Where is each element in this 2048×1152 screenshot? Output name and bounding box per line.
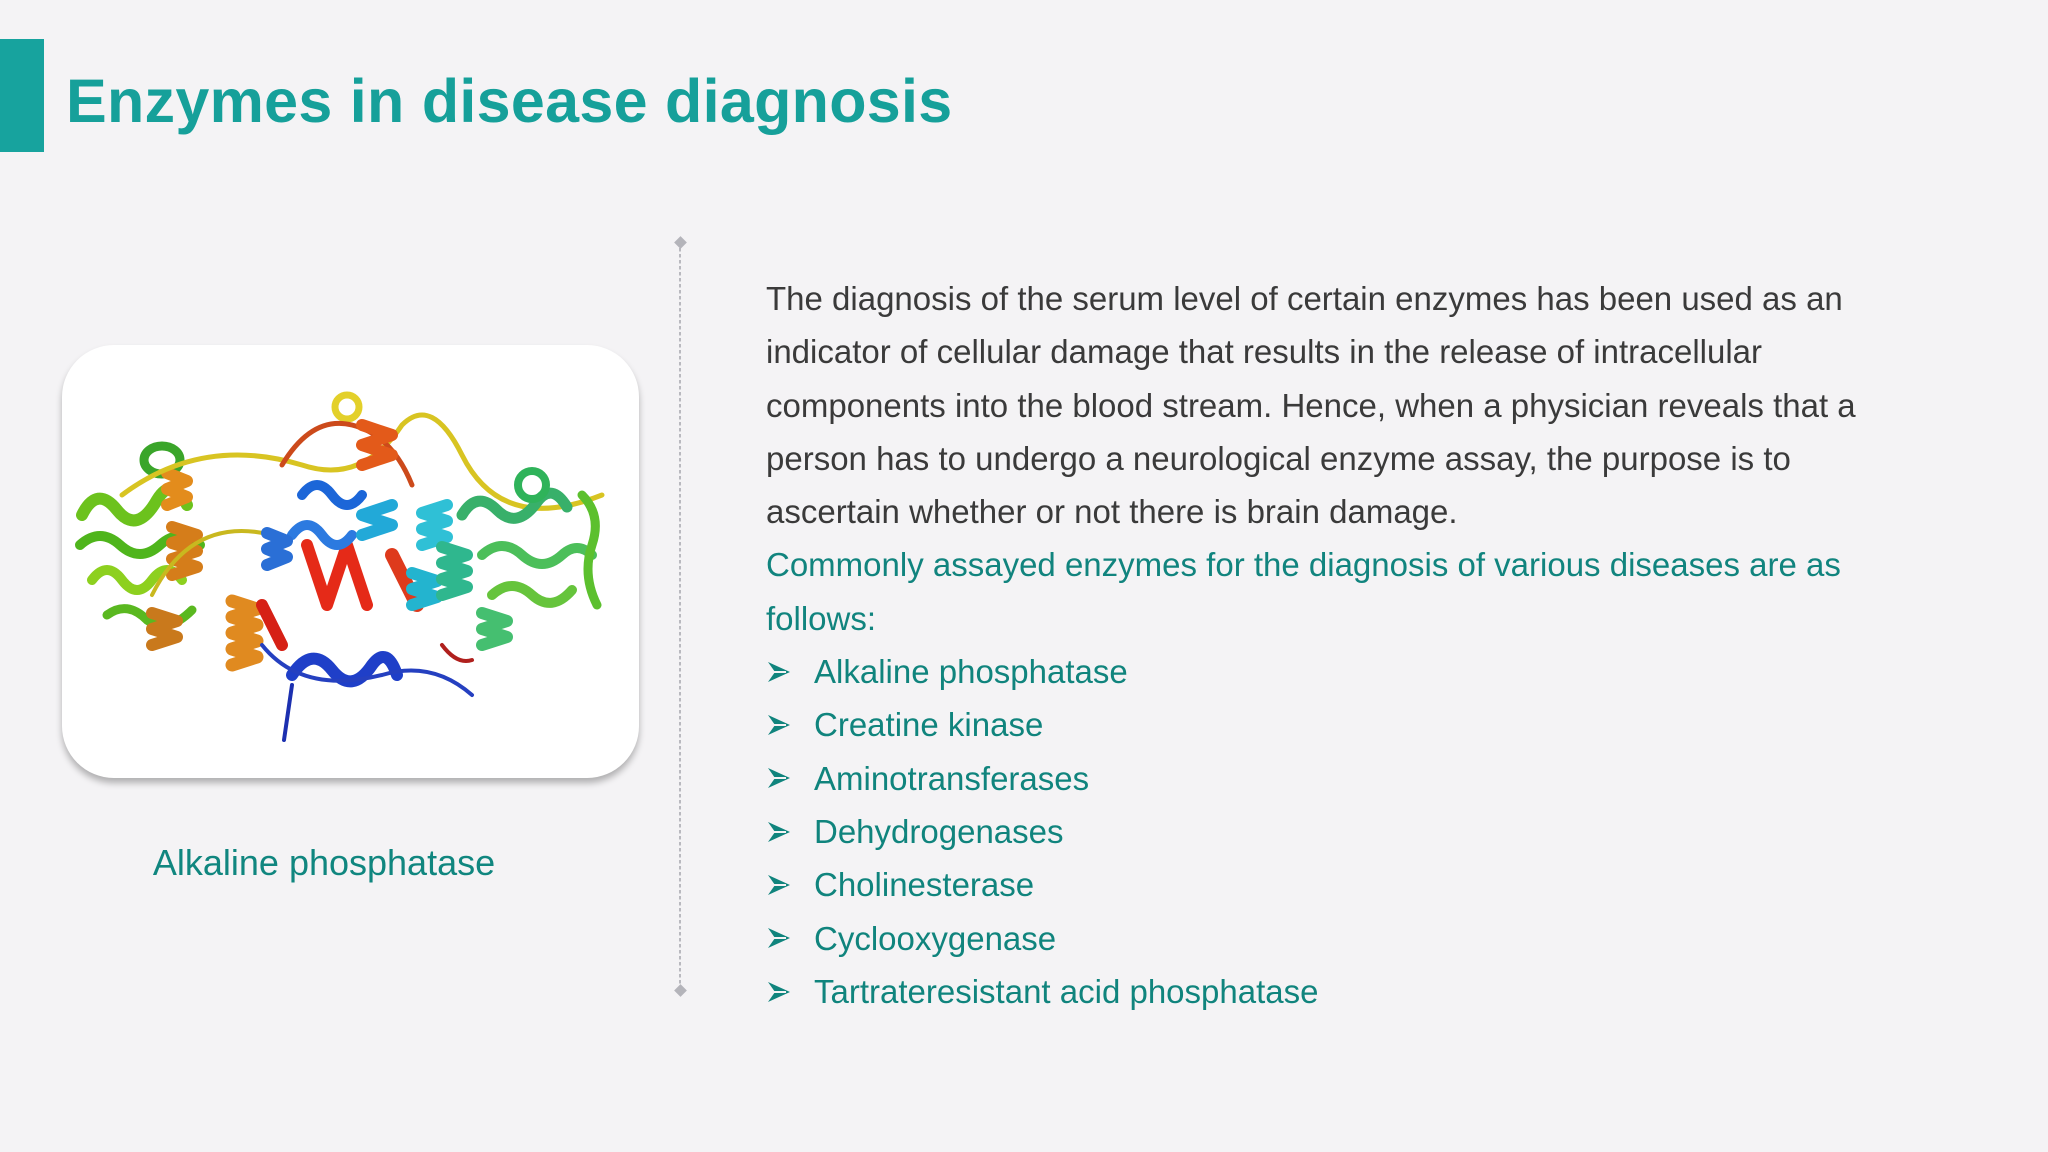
enzyme-name: Creatine kinase xyxy=(814,706,1044,744)
list-item xyxy=(766,698,1906,751)
list-item xyxy=(766,965,1906,1018)
dotted-divider xyxy=(679,242,681,992)
list-item xyxy=(766,752,1906,805)
enzyme-name: Aminotransferases xyxy=(814,759,1090,797)
arrow-bullet-icon xyxy=(766,873,814,897)
list-item xyxy=(766,645,1906,698)
list-item xyxy=(766,912,1906,965)
list-intro: Commonly assayed enzymes for the diagnosis of various diseases are as follows: xyxy=(766,546,1841,637)
list-item xyxy=(766,805,1906,858)
enzyme-name: Cyclooxygenase xyxy=(814,919,1057,957)
arrow-bullet-icon xyxy=(766,820,814,844)
title-accent-bar xyxy=(0,39,44,152)
content-column xyxy=(766,272,1906,1018)
figure-caption: Alkaline phosphatase xyxy=(152,842,496,883)
arrow-bullet-icon xyxy=(766,713,814,737)
divider-bottom-marker xyxy=(674,984,687,997)
arrow-bullet-icon xyxy=(766,926,814,950)
description-paragraph: The diagnosis of the serum level of certain enzymes has been used as an indicator of cellular damage that results in the release of intracellular components into the blood stream. Hence, when a physician reveals that a person has to undergo a neurological enzyme assay, the purpose is to ascertain whether or not there is brain damage. xyxy=(766,280,1856,531)
enzyme-name: Alkaline phosphatase xyxy=(814,653,1128,691)
protein-structure-image xyxy=(62,345,639,778)
enzyme-list xyxy=(766,645,1906,1018)
enzyme-name: Tartrateresistant acid phosphatase xyxy=(814,972,1319,1010)
list-item xyxy=(766,858,1906,911)
protein-ribbon-illustration xyxy=(62,345,639,778)
divider-top-marker xyxy=(674,236,687,249)
arrow-bullet-icon xyxy=(766,660,814,684)
enzyme-name: Dehydrogenases xyxy=(814,812,1064,850)
slide-title: Enzymes in disease diagnosis xyxy=(66,67,953,135)
arrow-bullet-icon xyxy=(766,766,814,790)
enzyme-name: Cholinesterase xyxy=(814,866,1035,904)
arrow-bullet-icon xyxy=(766,980,814,1004)
